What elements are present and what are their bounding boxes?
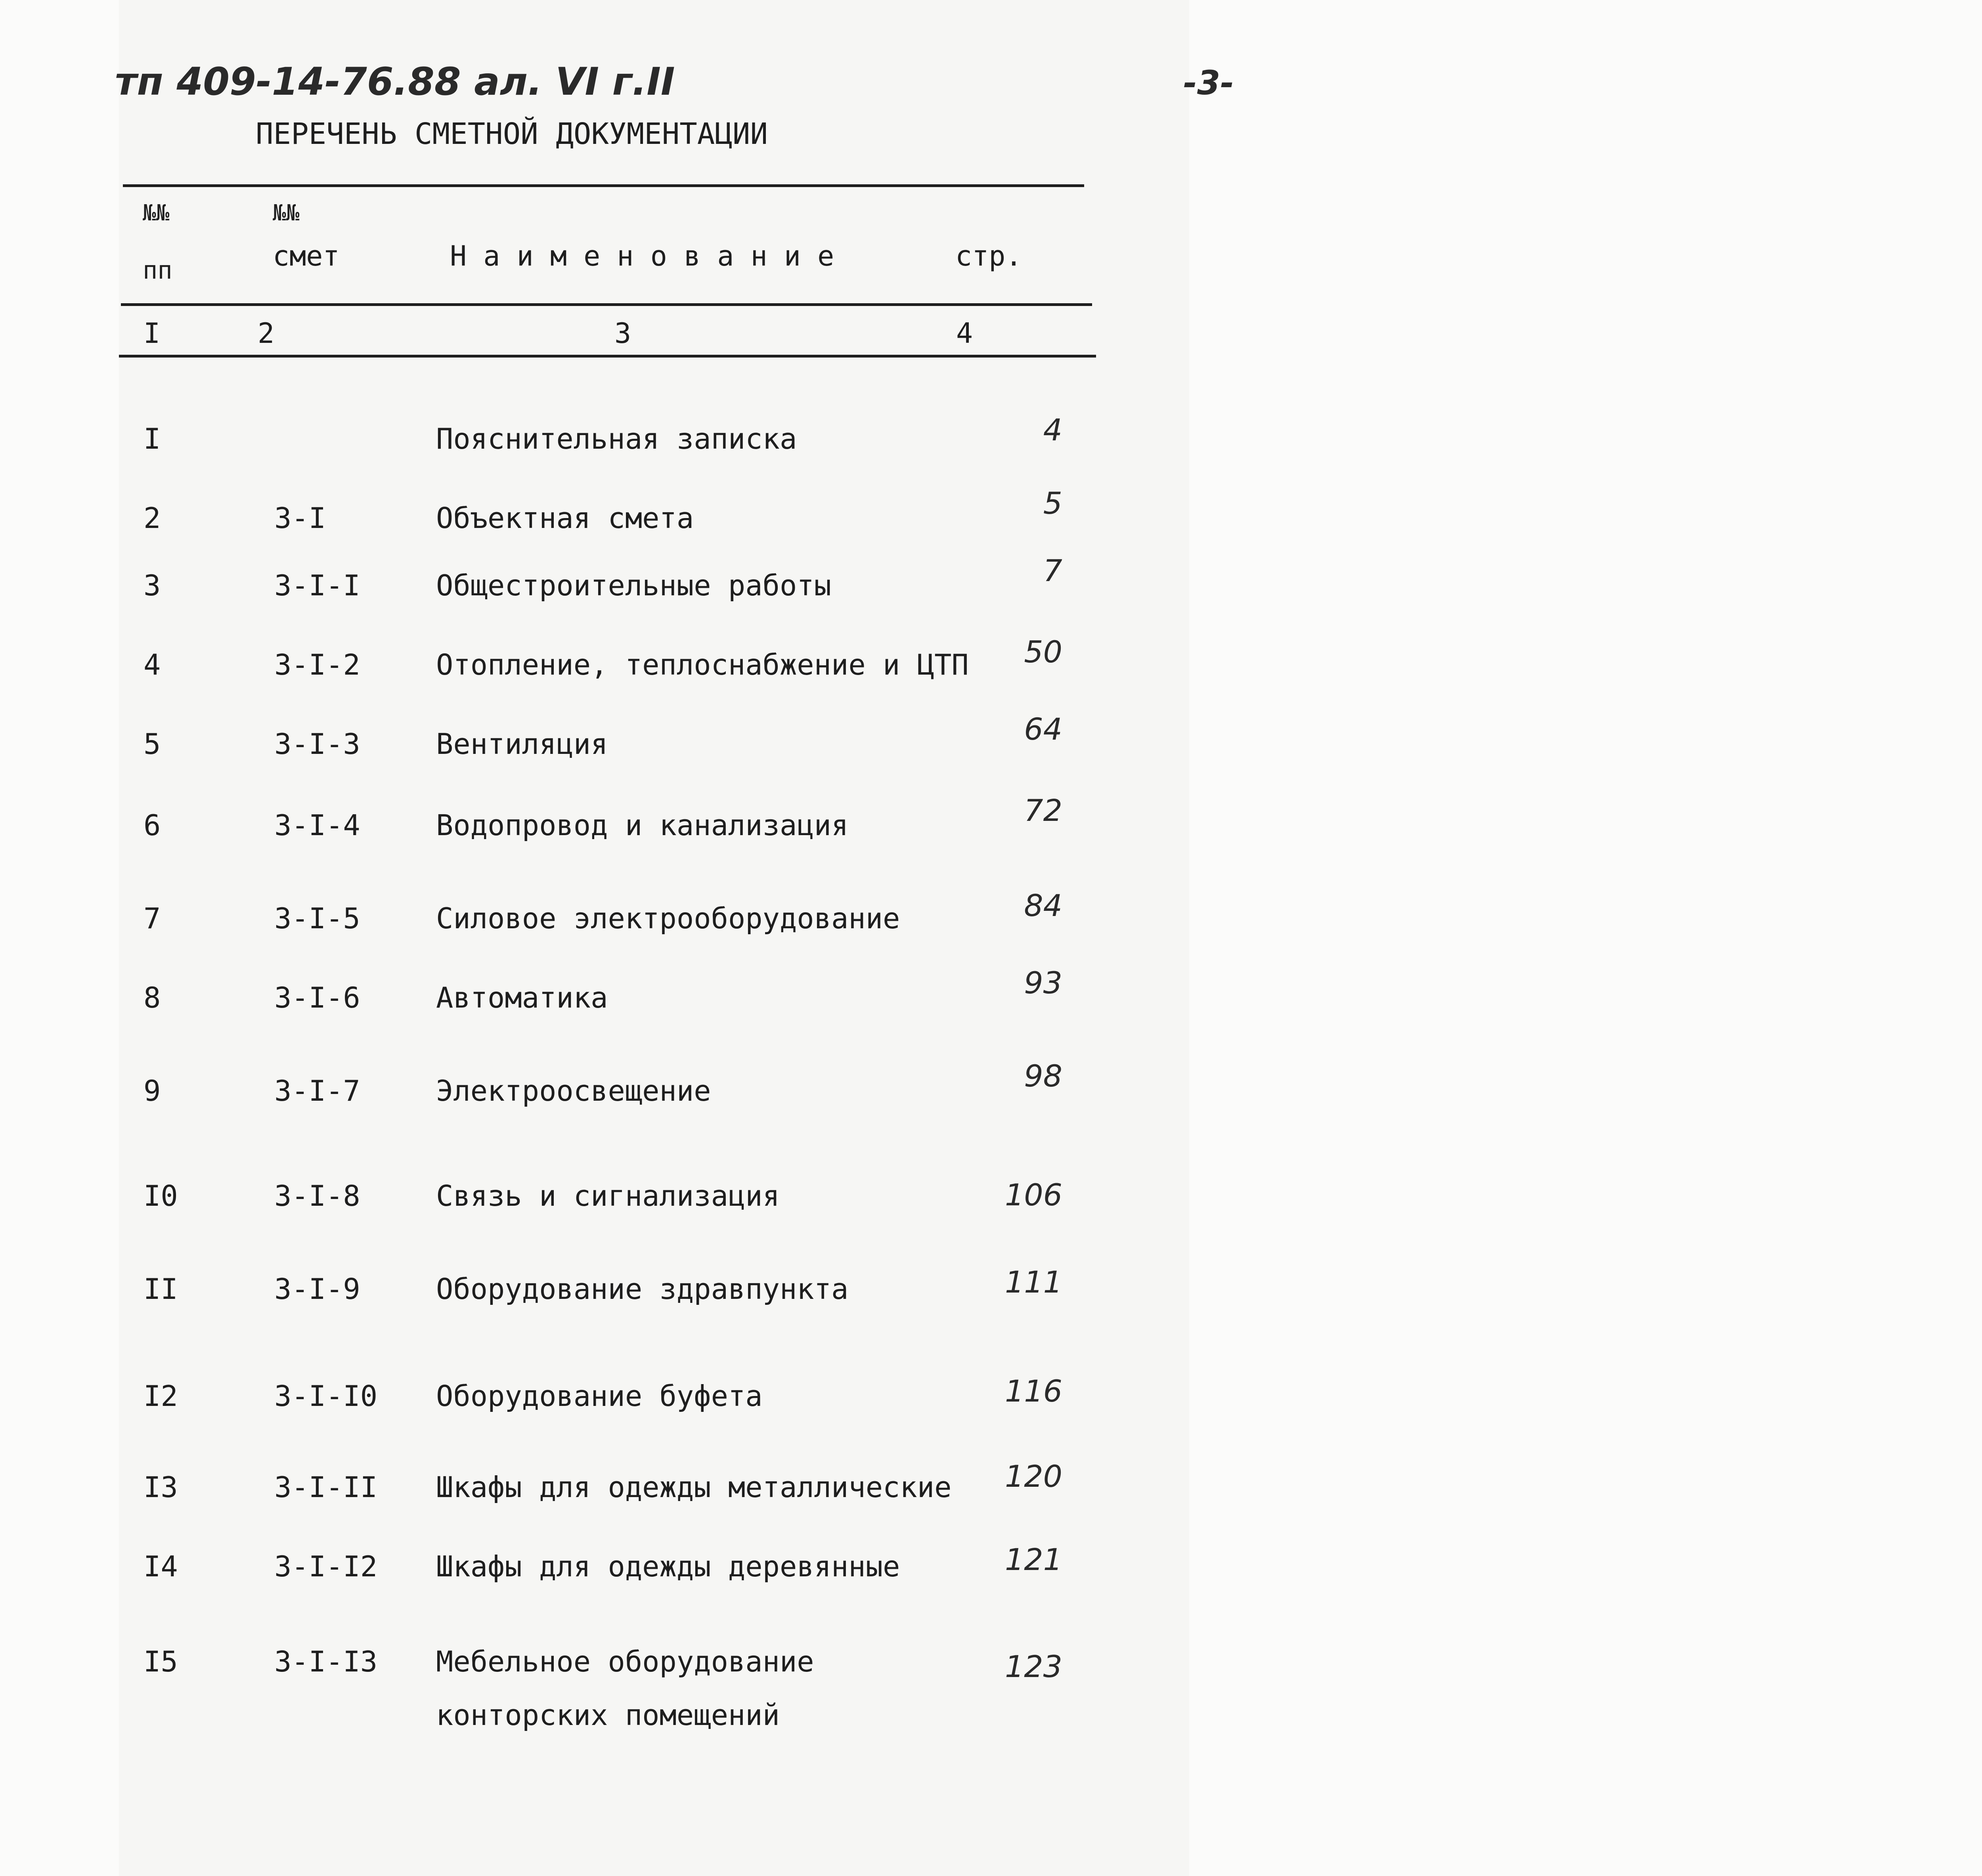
row-page-number: 84: [1024, 888, 1062, 923]
row-number: I3: [143, 1471, 178, 1504]
row-page-number: 4: [1043, 412, 1062, 447]
row-number: 4: [143, 648, 161, 681]
column-number-4: 4: [956, 317, 973, 350]
row-estimate-code: 3-I-6: [274, 981, 360, 1014]
row-name: Водопровод и канализация: [436, 809, 849, 842]
row-number: II: [143, 1272, 178, 1306]
row-estimate-code: 3-I-8: [274, 1179, 360, 1212]
row-name-continuation: конторских помещений: [436, 1698, 780, 1732]
row-number: 8: [143, 981, 161, 1014]
row-estimate-code: 3-I-I: [274, 569, 360, 602]
row-name: Связь и сигнализация: [436, 1179, 780, 1212]
row-name: Оборудование буфета: [436, 1379, 763, 1413]
header-name: Н а и м е н о в а н и е: [450, 240, 834, 272]
row-name: Мебельное оборудование: [436, 1645, 814, 1678]
row-page-number: 7: [1043, 553, 1062, 588]
row-page-number: 5: [1043, 486, 1062, 521]
row-page-number: 93: [1024, 965, 1062, 1000]
row-estimate-code: 3-I: [274, 501, 326, 535]
row-page-number: 64: [1024, 711, 1062, 747]
row-name: Шкафы для одежды деревянные: [436, 1550, 900, 1583]
row-number: 9: [143, 1074, 161, 1107]
row-number: 7: [143, 902, 161, 935]
header-num-line2: пп: [143, 256, 172, 285]
row-name: Общестроительные работы: [436, 569, 831, 602]
row-page-number: 98: [1024, 1058, 1062, 1094]
column-number-3: 3: [614, 317, 631, 350]
header-estimate-line1: №№: [273, 200, 300, 226]
header-divider-rule: [121, 303, 1092, 306]
row-name: Пояснительная записка: [436, 422, 797, 455]
row-estimate-code: 3-I-3: [274, 727, 360, 761]
page-marker: -3-: [1183, 63, 1234, 102]
row-page-number: 120: [1004, 1459, 1062, 1494]
row-estimate-code: 3-I-I3: [274, 1645, 378, 1678]
header-num-line1: №№: [143, 200, 170, 226]
row-estimate-code: 3-I-2: [274, 648, 360, 681]
row-page-number: 106: [1004, 1177, 1062, 1212]
row-name: Вентиляция: [436, 727, 608, 761]
row-number: I0: [143, 1179, 178, 1212]
row-page-number: 121: [1004, 1542, 1062, 1577]
row-number: 6: [143, 809, 161, 842]
row-number: 2: [143, 501, 161, 535]
row-estimate-code: 3-I-4: [274, 809, 360, 842]
row-estimate-code: 3-I-I2: [274, 1550, 378, 1583]
row-page-number: 123: [1004, 1649, 1062, 1684]
document-title: ПЕРЕЧЕНЬ СМЕТНОЙ ДОКУМЕНТАЦИИ: [256, 117, 768, 151]
row-name: Отопление, теплоснабжение и ЦТП: [436, 648, 969, 681]
column-number-1: I: [143, 317, 161, 350]
doc-code-handwritten: тп 409-14-76.88 ал. VI г.II: [115, 59, 675, 104]
row-number: 3: [143, 569, 161, 602]
row-page-number: 111: [1004, 1264, 1062, 1300]
row-number: I2: [143, 1379, 178, 1413]
row-number: I5: [143, 1645, 178, 1678]
table-top-rule: [123, 184, 1084, 187]
header-page: стр.: [955, 240, 1022, 272]
row-estimate-code: 3-I-II: [274, 1471, 378, 1504]
row-estimate-code: 3-I-I0: [274, 1379, 378, 1413]
row-estimate-code: 3-I-7: [274, 1074, 360, 1107]
row-number: I: [143, 422, 161, 455]
row-name: Электроосвещение: [436, 1074, 711, 1107]
row-page-number: 116: [1004, 1373, 1062, 1409]
row-page-number: 72: [1024, 793, 1062, 828]
row-estimate-code: 3-I-9: [274, 1272, 360, 1306]
column-numbers-rule: [119, 355, 1096, 358]
header-estimate-line2: смет: [273, 240, 340, 272]
row-estimate-code: 3-I-5: [274, 902, 360, 935]
row-page-number: 50: [1024, 634, 1062, 669]
row-name: Автоматика: [436, 981, 608, 1014]
row-number: I4: [143, 1550, 178, 1583]
row-name: Объектная смета: [436, 501, 694, 535]
row-number: 5: [143, 727, 161, 761]
row-name: Силовое электрооборудование: [436, 902, 900, 935]
row-name: Шкафы для одежды металлические: [436, 1471, 952, 1504]
column-number-2: 2: [258, 317, 275, 350]
paper-sheet: [119, 0, 1189, 1876]
row-name: Оборудование здравпункта: [436, 1272, 849, 1306]
